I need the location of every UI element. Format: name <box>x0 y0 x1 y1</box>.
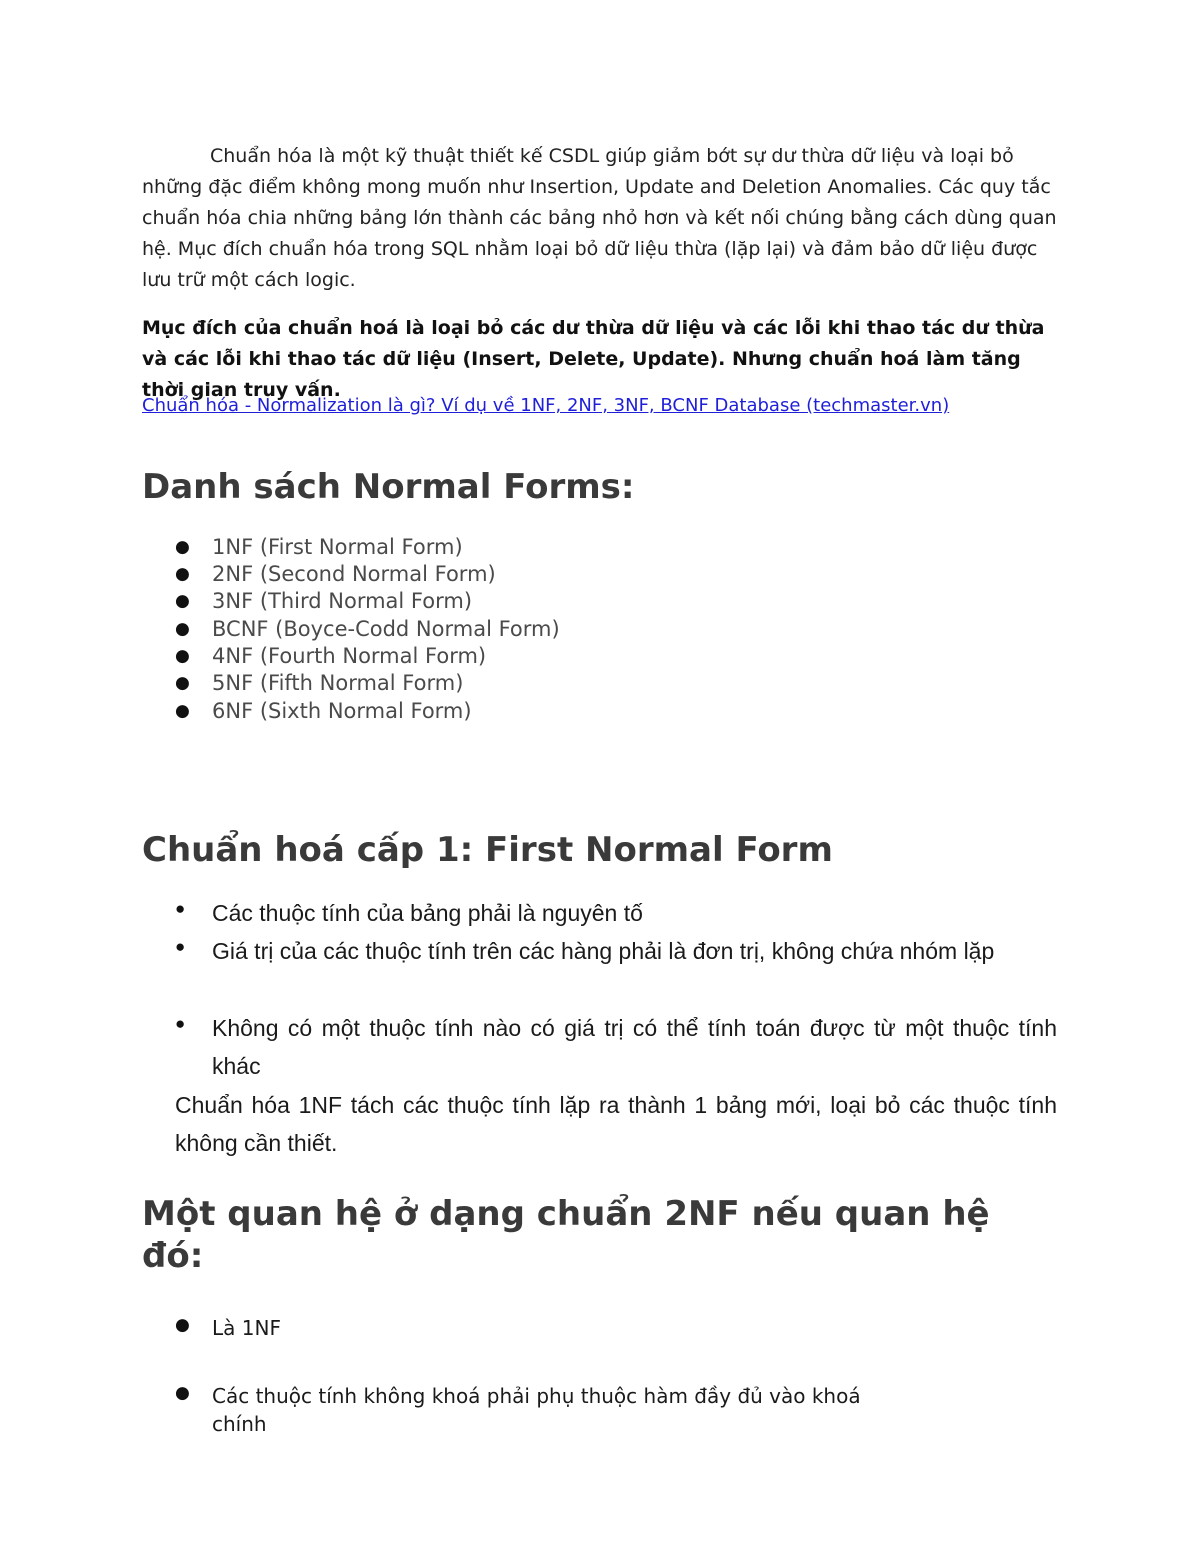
bullet-icon: ● <box>175 619 190 639</box>
list-item <box>0 698 700 725</box>
list-item <box>0 534 700 561</box>
list-item-label: Giá trị của các thuộc tính trên các hàng phải là đơn trị, không chứa nhóm lặp <box>212 938 995 964</box>
list-item <box>0 670 700 697</box>
first-nf-note: Chuẩn hóa 1NF tách các thuộc tính lặp ra thành 1 bảng mới, loại bỏ các thuộc tính không cần thiết. <box>175 1092 1057 1156</box>
first-normal-form-heading: Chuẩn hoá cấp 1: First Normal Form <box>142 830 833 870</box>
bullet-icon: ● <box>175 673 190 693</box>
list-item-label: 6NF (Sixth Normal Form) <box>212 699 472 723</box>
list-item-label: Là 1NF <box>212 1316 281 1340</box>
reference-link[interactable]: Chuẩn hóa - Normalization là gì? Ví dụ về 1NF, 2NF, 3NF, BCNF Database (techmaster.vn) <box>142 395 950 416</box>
list-item <box>0 643 700 670</box>
list-item-label: 2NF (Second Normal Form) <box>212 562 496 586</box>
bullet-icon: ● <box>175 646 190 666</box>
list-item-label: Các thuộc tính của bảng phải là nguyên tố <box>212 900 643 926</box>
second-normal-form-heading: Một quan hệ ở dạng chuẩn 2NF nếu quan hệ đó: <box>142 1194 990 1276</box>
list-item-label: 5NF (Fifth Normal Form) <box>212 671 464 695</box>
list-item <box>0 616 700 643</box>
bullet-icon: ● <box>175 1383 190 1403</box>
bullet-icon: ● <box>175 937 186 956</box>
list-item-label: BCNF (Boyce-Codd Normal Form) <box>212 617 560 641</box>
bullet-icon: ● <box>175 537 190 557</box>
list-item-label: Các thuộc tính không khoá phải phụ thuộc hàm đầy đủ vào khoá chính <box>212 1384 861 1436</box>
list-item <box>0 561 700 588</box>
list-item-label: 3NF (Third Normal Form) <box>212 589 473 613</box>
bullet-icon: ● <box>175 701 190 721</box>
normal-forms-heading: Danh sách Normal Forms: <box>142 467 635 507</box>
bullet-icon: ● <box>175 1014 186 1033</box>
list-item-label: Không có một thuộc tính nào có giá trị có thể tính toán được từ một thuộc tính khác <box>212 1015 1057 1079</box>
list-item-label: 1NF (First Normal Form) <box>212 535 463 559</box>
purpose-paragraph: Mục đích của chuẩn hoá là loại bỏ các dư thừa dữ liệu và các lỗi khi thao tác dư thừa và các lỗi khi thao tác dữ liệu (Insert, Delete, Update). Nhưng chuẩn hoá làm tăng thời gian truy vấn. <box>142 317 1045 401</box>
bullet-icon: ● <box>175 899 186 918</box>
bullet-icon: ● <box>175 1315 190 1335</box>
intro-paragraph: Chuẩn hóa là một kỹ thuật thiết kế CSDL giúp giảm bớt sự dư thừa dữ liệu và loại bỏ những đặc điểm không mong muốn như Insertion, Update and Deletion Anomalies. Các quy tắc chuẩn hóa chia những bảng lớn thành các bảng nhỏ hơn và kết nối chúng bằng cách dùng quan hệ. Mục đích chuẩn hóa trong SQL nhằm loại bỏ dữ liệu thừa (lặp lại) và đảm bảo dữ liệu được lưu trữ một cách logic. <box>142 145 1057 291</box>
bullet-icon: ● <box>175 591 190 611</box>
list-item-label: 4NF (Fourth Normal Form) <box>212 644 487 668</box>
bullet-icon: ● <box>175 564 190 584</box>
list-item <box>0 588 700 615</box>
